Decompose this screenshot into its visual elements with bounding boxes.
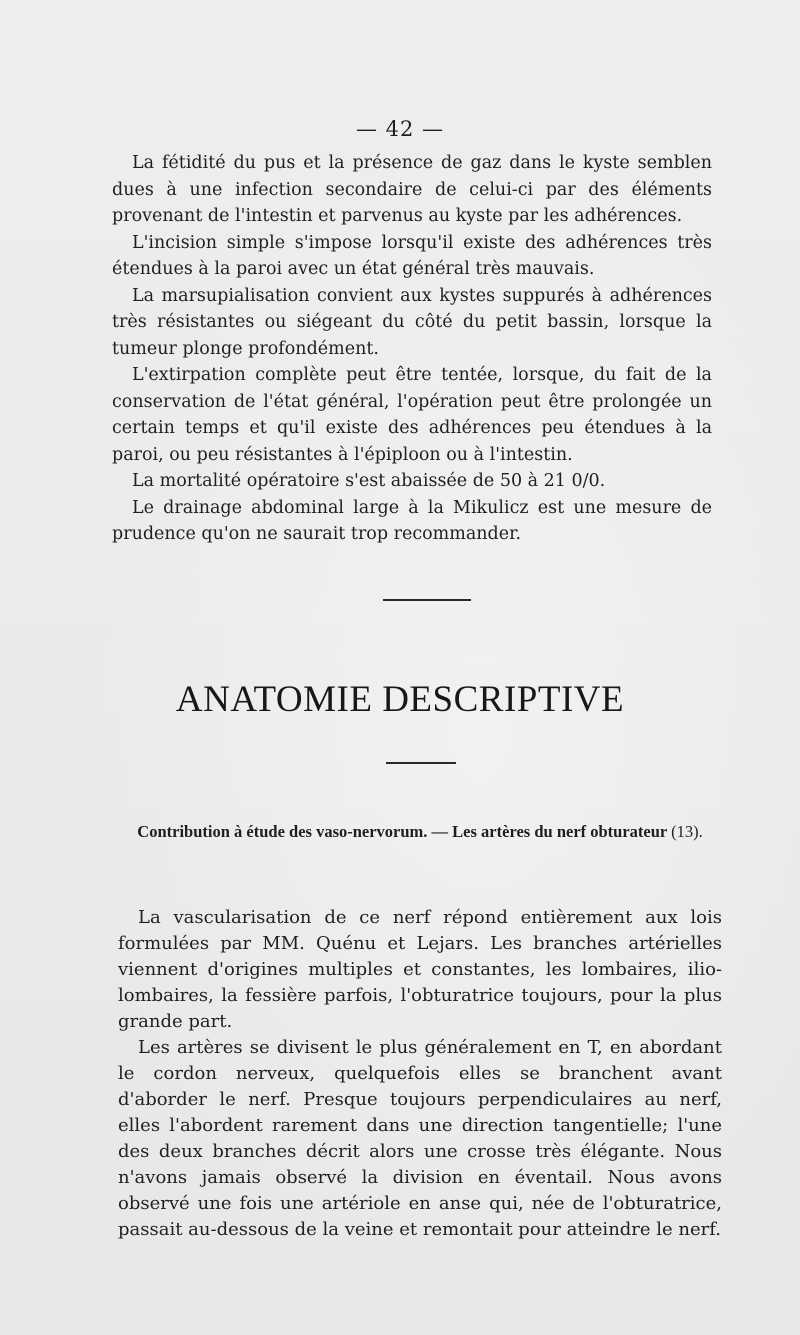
section-title: ANATOMIE DESCRIPTIVE: [175, 679, 625, 720]
body-text-top: [112, 150, 712, 548]
paragraph: Le drainage abdominal large à la Mikulicz est une mesure de prudence qu'on ne saurait trop recommander.: [112, 497, 712, 544]
divider-rule: [383, 599, 471, 601]
subtitle-main: Contribution à étude des vaso-nervorum. — Les artères du nerf obturateur: [137, 822, 667, 841]
subtitle-reference: (13).: [671, 822, 703, 841]
page-number: — 42 —: [355, 117, 445, 141]
body-text-bottom: [118, 905, 722, 1243]
paragraph: L'extirpation complète peut être tentée, lorsque, du fait de la conservation de l'état général, l'opération peut être prolongée un certain temps et qu'il existe des adhérences peu étendues à la paroi, ou peu résistantes à l'épiploon ou à l'intestin.: [112, 365, 712, 465]
paragraph: La marsupialisation convient aux kystes suppurés à adhérences très résistantes ou siégeant du côté du petit bassin, lorsque la tumeur plonge profondément.: [112, 285, 712, 359]
paragraph: Les artères se divisent le plus généralement en T, en abordant le cordon nerveux, quelquefois elles se branchent avant d'aborder le nerf. Presque toujours perpendiculaires au nerf, elles l'abordent rarement dans une direction tangentielle; l'une des deux branches décrit alors une crosse très élégante. Nous n'avons jamais observé la division en éventail. Nous avons observé une fois une artériole en anse qui, née de l'obturatrice, passait au-dessous de la veine et remontait pour atteindre le nerf.: [118, 1037, 722, 1240]
paragraph: La vascularisation de ce nerf répond entièrement aux lois formulées par MM. Quénu et Lejars. Les branches artérielles viennent d'origines multiples et constantes, les lombaires, ilio-lombaires, la fessière parfois, l'obturatrice toujours, pour la plus grande part.: [118, 907, 722, 1032]
paragraph: La mortalité opératoire s'est abaissée de 50 à 21 0/0.: [132, 471, 606, 491]
paragraph: L'incision simple s'impose lorsqu'il existe des adhérences très étendues à la paroi avec un état général très mauvais.: [112, 232, 712, 279]
divider-rule: [386, 762, 456, 764]
paragraph: La fétidité du pus et la présence de gaz dans le kyste semblen dues à une infection secondaire de celui-ci par des éléments provenant de l'intestin et parvenus au kyste par les adhérences.: [112, 153, 712, 226]
article-subtitle: [130, 820, 710, 844]
